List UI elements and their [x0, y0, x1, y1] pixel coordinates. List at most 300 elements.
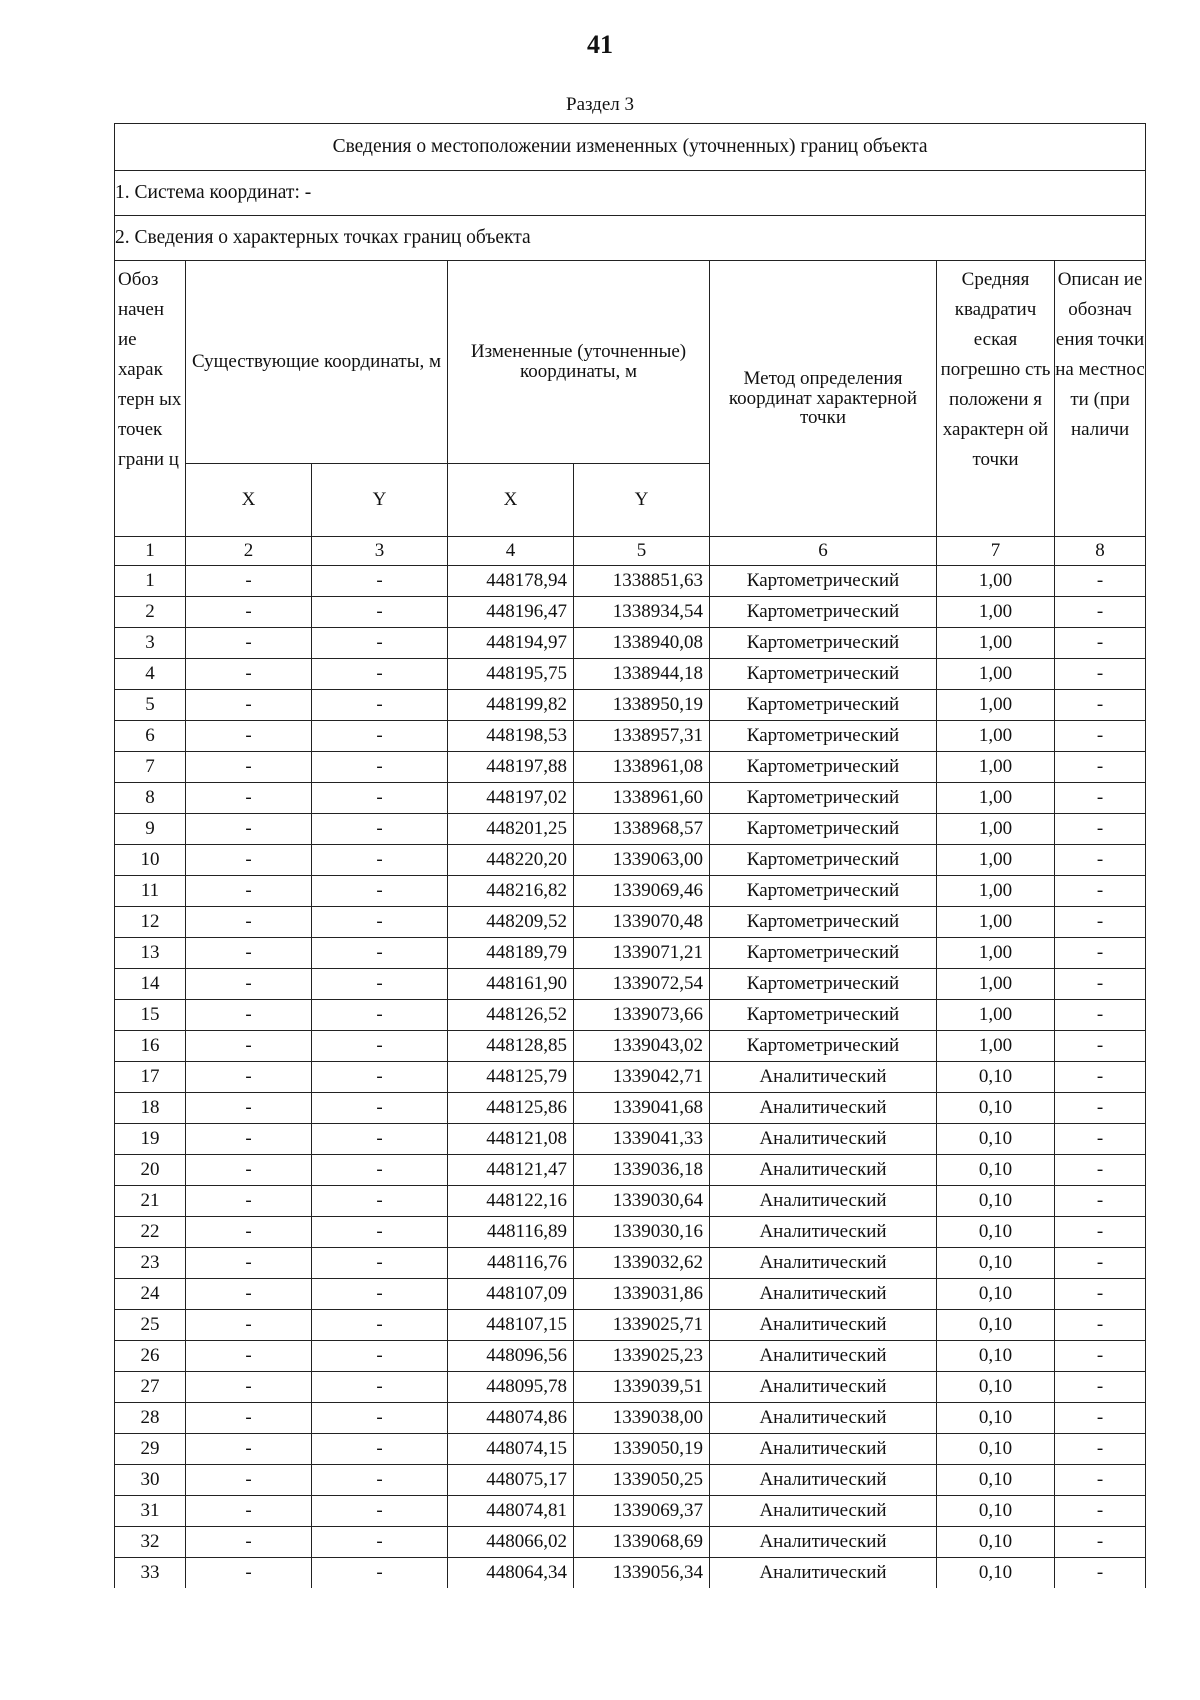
description-cell: - — [1055, 938, 1146, 969]
point-number-cell: 22 — [115, 1217, 186, 1248]
description-cell: - — [1055, 969, 1146, 1000]
changed-y-cell: 1338950,19 — [574, 690, 710, 721]
existing-y-cell: - — [312, 690, 448, 721]
table-row — [115, 1248, 1146, 1279]
existing-x-cell: - — [186, 1558, 312, 1589]
method-cell: Картометрический — [710, 1031, 937, 1062]
existing-y-cell: - — [312, 1124, 448, 1155]
point-number-cell: 18 — [115, 1093, 186, 1124]
rmse-cell: 1,00 — [937, 690, 1055, 721]
method-cell: Аналитический — [710, 1062, 937, 1093]
table-row — [115, 721, 1146, 752]
column-number: 6 — [710, 537, 937, 566]
existing-y-cell: - — [312, 1248, 448, 1279]
existing-y-cell: - — [312, 969, 448, 1000]
existing-x-cell: - — [186, 566, 312, 597]
changed-x-cell: 448096,56 — [448, 1341, 574, 1372]
method-cell: Аналитический — [710, 1124, 937, 1155]
method-cell: Картометрический — [710, 659, 937, 690]
rmse-cell: 1,00 — [937, 628, 1055, 659]
existing-y-cell: - — [312, 814, 448, 845]
changed-x-cell: 448107,15 — [448, 1310, 574, 1341]
method-cell: Картометрический — [710, 721, 937, 752]
description-cell: - — [1055, 845, 1146, 876]
description-cell: - — [1055, 628, 1146, 659]
point-number-cell: 26 — [115, 1341, 186, 1372]
existing-y-cell: - — [312, 1558, 448, 1589]
method-cell: Картометрический — [710, 597, 937, 628]
existing-x-cell: - — [186, 876, 312, 907]
rmse-cell: 0,10 — [937, 1496, 1055, 1527]
existing-y-cell: - — [312, 1527, 448, 1558]
description-cell: - — [1055, 1434, 1146, 1465]
description-cell: - — [1055, 752, 1146, 783]
changed-y-cell: 1339032,62 — [574, 1248, 710, 1279]
changed-x-cell: 448199,82 — [448, 690, 574, 721]
changed-x-cell: 448121,47 — [448, 1155, 574, 1186]
existing-x-cell: - — [186, 1248, 312, 1279]
point-number-cell: 17 — [115, 1062, 186, 1093]
description-cell: - — [1055, 659, 1146, 690]
existing-y-cell: - — [312, 1217, 448, 1248]
existing-x-cell: - — [186, 1155, 312, 1186]
changed-y-cell: 1339041,68 — [574, 1093, 710, 1124]
existing-x-cell: - — [186, 1496, 312, 1527]
point-number-cell: 12 — [115, 907, 186, 938]
changed-x-cell: 448161,90 — [448, 969, 574, 1000]
changed-y-cell: 1338851,63 — [574, 566, 710, 597]
rmse-cell: 0,10 — [937, 1093, 1055, 1124]
table-title: Сведения о местоположении измененных (уточненных) границ объекта — [115, 124, 1146, 171]
rmse-cell: 1,00 — [937, 845, 1055, 876]
changed-x-cell: 448107,09 — [448, 1279, 574, 1310]
description-cell: - — [1055, 1186, 1146, 1217]
rmse-cell: 1,00 — [937, 659, 1055, 690]
column-number: 3 — [312, 537, 448, 566]
table-row — [115, 1062, 1146, 1093]
method-cell: Картометрический — [710, 814, 937, 845]
description-cell: - — [1055, 1558, 1146, 1589]
description-cell: - — [1055, 1310, 1146, 1341]
point-number-cell: 11 — [115, 876, 186, 907]
existing-y-cell: - — [312, 1372, 448, 1403]
description-cell: - — [1055, 1403, 1146, 1434]
table-row — [115, 1217, 1146, 1248]
table-row — [115, 938, 1146, 969]
rmse-cell: 0,10 — [937, 1310, 1055, 1341]
changed-y-cell: 1338957,31 — [574, 721, 710, 752]
point-number-cell: 29 — [115, 1434, 186, 1465]
changed-x-cell: 448195,75 — [448, 659, 574, 690]
changed-y-cell: 1339063,00 — [574, 845, 710, 876]
point-number-cell: 20 — [115, 1155, 186, 1186]
existing-y-cell: - — [312, 783, 448, 814]
method-cell: Картометрический — [710, 566, 937, 597]
rmse-cell: 1,00 — [937, 1031, 1055, 1062]
changed-x-cell: 448189,79 — [448, 938, 574, 969]
description-cell: - — [1055, 1031, 1146, 1062]
description-cell: - — [1055, 1341, 1146, 1372]
header-point-designation: Обоз начен ие харак терн ых точек грани ц — [115, 261, 186, 537]
existing-x-cell: - — [186, 1000, 312, 1031]
description-cell: - — [1055, 1248, 1146, 1279]
changed-x-cell: 448128,85 — [448, 1031, 574, 1062]
table-row — [115, 1186, 1146, 1217]
changed-y-cell: 1339073,66 — [574, 1000, 710, 1031]
changed-y-cell: 1338944,18 — [574, 659, 710, 690]
existing-y-cell: - — [312, 1186, 448, 1217]
column-number: 7 — [937, 537, 1055, 566]
point-number-cell: 30 — [115, 1465, 186, 1496]
method-cell: Аналитический — [710, 1279, 937, 1310]
existing-x-cell: - — [186, 1403, 312, 1434]
changed-y-cell: 1339070,48 — [574, 907, 710, 938]
existing-y-cell: - — [312, 1403, 448, 1434]
changed-x-cell: 448209,52 — [448, 907, 574, 938]
changed-y-cell: 1338961,08 — [574, 752, 710, 783]
table-row — [115, 628, 1146, 659]
existing-x-cell: - — [186, 1465, 312, 1496]
changed-x-cell: 448064,34 — [448, 1558, 574, 1589]
table-row — [115, 1310, 1146, 1341]
column-number: 2 — [186, 537, 312, 566]
method-cell: Картометрический — [710, 752, 937, 783]
rmse-cell: 0,10 — [937, 1465, 1055, 1496]
rmse-cell: 0,10 — [937, 1217, 1055, 1248]
changed-y-cell: 1339041,33 — [574, 1124, 710, 1155]
existing-y-cell: - — [312, 566, 448, 597]
changed-y-cell: 1339025,71 — [574, 1310, 710, 1341]
rmse-cell: 0,10 — [937, 1558, 1055, 1589]
point-number-cell: 6 — [115, 721, 186, 752]
method-cell: Картометрический — [710, 907, 937, 938]
point-number-cell: 9 — [115, 814, 186, 845]
existing-y-cell: - — [312, 845, 448, 876]
table-row — [115, 1465, 1146, 1496]
point-number-cell: 25 — [115, 1310, 186, 1341]
point-number-cell: 13 — [115, 938, 186, 969]
existing-y-cell: - — [312, 1062, 448, 1093]
method-cell: Аналитический — [710, 1403, 937, 1434]
point-number-cell: 32 — [115, 1527, 186, 1558]
existing-x-cell: - — [186, 1434, 312, 1465]
rmse-cell: 1,00 — [937, 752, 1055, 783]
points-heading: 2. Сведения о характерных точках границ объекта — [115, 216, 1146, 261]
changed-x-cell: 448066,02 — [448, 1527, 574, 1558]
existing-y-cell: - — [312, 1155, 448, 1186]
point-number-cell: 23 — [115, 1248, 186, 1279]
point-number-cell: 33 — [115, 1558, 186, 1589]
changed-y-cell: 1338968,57 — [574, 814, 710, 845]
changed-y-cell: 1339031,86 — [574, 1279, 710, 1310]
method-cell: Картометрический — [710, 845, 937, 876]
existing-x-cell: - — [186, 1372, 312, 1403]
description-cell: - — [1055, 1279, 1146, 1310]
existing-y-cell: - — [312, 1341, 448, 1372]
description-cell: - — [1055, 907, 1146, 938]
changed-y-cell: 1339071,21 — [574, 938, 710, 969]
description-cell: - — [1055, 1062, 1146, 1093]
existing-y-cell: - — [312, 1093, 448, 1124]
existing-x-cell: - — [186, 1341, 312, 1372]
rmse-cell: 0,10 — [937, 1248, 1055, 1279]
existing-x-cell: - — [186, 783, 312, 814]
changed-x-cell: 448126,52 — [448, 1000, 574, 1031]
existing-y-cell: - — [312, 752, 448, 783]
method-cell: Аналитический — [710, 1465, 937, 1496]
table-row — [115, 659, 1146, 690]
column-number: 4 — [448, 537, 574, 566]
point-number-cell: 5 — [115, 690, 186, 721]
changed-x-cell: 448197,02 — [448, 783, 574, 814]
table-row — [115, 907, 1146, 938]
description-cell: - — [1055, 783, 1146, 814]
changed-y-cell: 1339069,46 — [574, 876, 710, 907]
changed-x-cell: 448178,94 — [448, 566, 574, 597]
table-row — [115, 1124, 1146, 1155]
table-row — [115, 1279, 1146, 1310]
method-cell: Аналитический — [710, 1310, 937, 1341]
rmse-cell: 1,00 — [937, 876, 1055, 907]
rmse-cell: 0,10 — [937, 1279, 1055, 1310]
changed-x-cell: 448125,86 — [448, 1093, 574, 1124]
changed-x-cell: 448075,17 — [448, 1465, 574, 1496]
method-cell: Аналитический — [710, 1155, 937, 1186]
existing-x-cell: - — [186, 628, 312, 659]
table-row — [115, 876, 1146, 907]
point-number-cell: 31 — [115, 1496, 186, 1527]
existing-y-cell: - — [312, 1434, 448, 1465]
boundary-points-table — [114, 123, 1146, 1588]
table-row — [115, 597, 1146, 628]
description-cell: - — [1055, 1527, 1146, 1558]
changed-x-cell: 448074,81 — [448, 1496, 574, 1527]
changed-x-cell: 448197,88 — [448, 752, 574, 783]
method-cell: Картометрический — [710, 876, 937, 907]
existing-y-cell: - — [312, 721, 448, 752]
header-changed-y: Y — [574, 464, 710, 537]
table-row — [115, 752, 1146, 783]
changed-x-cell: 448116,89 — [448, 1217, 574, 1248]
table-row — [115, 1031, 1146, 1062]
table-row — [115, 1372, 1146, 1403]
existing-x-cell: - — [186, 1217, 312, 1248]
existing-y-cell: - — [312, 1310, 448, 1341]
existing-y-cell: - — [312, 628, 448, 659]
table-row — [115, 1155, 1146, 1186]
changed-x-cell: 448074,15 — [448, 1434, 574, 1465]
description-cell: - — [1055, 566, 1146, 597]
column-number: 1 — [115, 537, 186, 566]
description-cell: - — [1055, 1093, 1146, 1124]
existing-x-cell: - — [186, 1279, 312, 1310]
point-number-cell: 15 — [115, 1000, 186, 1031]
rmse-cell: 1,00 — [937, 907, 1055, 938]
method-cell: Аналитический — [710, 1248, 937, 1279]
rmse-cell: 1,00 — [937, 566, 1055, 597]
point-number-cell: 8 — [115, 783, 186, 814]
method-cell: Аналитический — [710, 1186, 937, 1217]
method-cell: Картометрический — [710, 783, 937, 814]
changed-y-cell: 1339042,71 — [574, 1062, 710, 1093]
method-cell: Аналитический — [710, 1341, 937, 1372]
point-number-cell: 2 — [115, 597, 186, 628]
changed-y-cell: 1339072,54 — [574, 969, 710, 1000]
rmse-cell: 0,10 — [937, 1527, 1055, 1558]
rmse-cell: 0,10 — [937, 1341, 1055, 1372]
description-cell: - — [1055, 1155, 1146, 1186]
description-cell: - — [1055, 876, 1146, 907]
rmse-cell: 0,10 — [937, 1186, 1055, 1217]
existing-x-cell: - — [186, 1062, 312, 1093]
changed-x-cell: 448198,53 — [448, 721, 574, 752]
existing-y-cell: - — [312, 597, 448, 628]
method-cell: Аналитический — [710, 1217, 937, 1248]
description-cell: - — [1055, 597, 1146, 628]
changed-x-cell: 448201,25 — [448, 814, 574, 845]
table-row — [115, 845, 1146, 876]
header-existing-coordinates: Существующие координаты, м — [186, 261, 448, 464]
existing-y-cell: - — [312, 1496, 448, 1527]
point-number-cell: 24 — [115, 1279, 186, 1310]
rmse-cell: 1,00 — [937, 597, 1055, 628]
description-cell: - — [1055, 1465, 1146, 1496]
rmse-cell: 0,10 — [937, 1434, 1055, 1465]
page-number: 41 — [587, 30, 613, 59]
method-cell: Аналитический — [710, 1434, 937, 1465]
point-number-cell: 4 — [115, 659, 186, 690]
point-number-cell: 27 — [115, 1372, 186, 1403]
method-cell: Картометрический — [710, 690, 937, 721]
existing-x-cell: - — [186, 1124, 312, 1155]
existing-y-cell: - — [312, 1279, 448, 1310]
header-description: Описан ие обознач ения точки на местнос ти (при наличи — [1055, 261, 1146, 537]
rmse-cell: 1,00 — [937, 1000, 1055, 1031]
existing-x-cell: - — [186, 814, 312, 845]
existing-x-cell: - — [186, 721, 312, 752]
table-row — [115, 1093, 1146, 1124]
changed-y-cell: 1339025,23 — [574, 1341, 710, 1372]
changed-y-cell: 1339068,69 — [574, 1527, 710, 1558]
changed-x-cell: 448095,78 — [448, 1372, 574, 1403]
existing-x-cell: - — [186, 1093, 312, 1124]
rmse-cell: 0,10 — [937, 1124, 1055, 1155]
description-cell: - — [1055, 721, 1146, 752]
method-cell: Картометрический — [710, 938, 937, 969]
point-number-cell: 10 — [115, 845, 186, 876]
existing-x-cell: - — [186, 938, 312, 969]
existing-x-cell: - — [186, 907, 312, 938]
changed-y-cell: 1339043,02 — [574, 1031, 710, 1062]
existing-x-cell: - — [186, 659, 312, 690]
changed-x-cell: 448216,82 — [448, 876, 574, 907]
description-cell: - — [1055, 1372, 1146, 1403]
existing-x-cell: - — [186, 597, 312, 628]
method-cell: Аналитический — [710, 1527, 937, 1558]
table-row — [115, 1434, 1146, 1465]
rmse-cell: 1,00 — [937, 783, 1055, 814]
existing-y-cell: - — [312, 659, 448, 690]
changed-y-cell: 1338961,60 — [574, 783, 710, 814]
existing-y-cell: - — [312, 1000, 448, 1031]
rmse-cell: 1,00 — [937, 814, 1055, 845]
existing-x-cell: - — [186, 1527, 312, 1558]
existing-x-cell: - — [186, 1186, 312, 1217]
table-row — [115, 783, 1146, 814]
existing-y-cell: - — [312, 1465, 448, 1496]
table-row — [115, 814, 1146, 845]
changed-y-cell: 1339050,19 — [574, 1434, 710, 1465]
method-cell: Аналитический — [710, 1093, 937, 1124]
changed-y-cell: 1339038,00 — [574, 1403, 710, 1434]
changed-y-cell: 1339039,51 — [574, 1372, 710, 1403]
point-number-cell: 28 — [115, 1403, 186, 1434]
changed-y-cell: 1339069,37 — [574, 1496, 710, 1527]
existing-x-cell: - — [186, 845, 312, 876]
point-number-cell: 21 — [115, 1186, 186, 1217]
changed-y-cell: 1339056,34 — [574, 1558, 710, 1589]
column-number-row — [115, 537, 1146, 566]
changed-x-cell: 448220,20 — [448, 845, 574, 876]
point-number-cell: 1 — [115, 566, 186, 597]
changed-x-cell: 448196,47 — [448, 597, 574, 628]
rmse-cell: 1,00 — [937, 969, 1055, 1000]
changed-x-cell: 448074,86 — [448, 1403, 574, 1434]
rmse-cell: 1,00 — [937, 721, 1055, 752]
description-cell: - — [1055, 1124, 1146, 1155]
point-number-cell: 7 — [115, 752, 186, 783]
existing-x-cell: - — [186, 969, 312, 1000]
changed-x-cell: 448121,08 — [448, 1124, 574, 1155]
point-number-cell: 14 — [115, 969, 186, 1000]
table-row — [115, 1527, 1146, 1558]
header-existing-x: X — [186, 464, 312, 537]
coordinate-system: 1. Система координат: - — [115, 171, 1146, 216]
header-existing-y: Y — [312, 464, 448, 537]
existing-y-cell: - — [312, 907, 448, 938]
method-cell: Картометрический — [710, 1000, 937, 1031]
column-number: 5 — [574, 537, 710, 566]
point-number-cell: 3 — [115, 628, 186, 659]
existing-x-cell: - — [186, 690, 312, 721]
table-row — [115, 1341, 1146, 1372]
section-label: Раздел 3 — [566, 94, 634, 115]
existing-x-cell: - — [186, 1031, 312, 1062]
header-changed-x: X — [448, 464, 574, 537]
table-row — [115, 1403, 1146, 1434]
method-cell: Аналитический — [710, 1372, 937, 1403]
description-cell: - — [1055, 1217, 1146, 1248]
changed-y-cell: 1339036,18 — [574, 1155, 710, 1186]
column-number: 8 — [1055, 537, 1146, 566]
point-number-cell: 16 — [115, 1031, 186, 1062]
changed-x-cell: 448194,97 — [448, 628, 574, 659]
rmse-cell: 1,00 — [937, 938, 1055, 969]
rmse-cell: 0,10 — [937, 1403, 1055, 1434]
existing-y-cell: - — [312, 876, 448, 907]
changed-y-cell: 1339030,16 — [574, 1217, 710, 1248]
existing-y-cell: - — [312, 1031, 448, 1062]
table-row — [115, 690, 1146, 721]
rmse-cell: 0,10 — [937, 1062, 1055, 1093]
changed-x-cell: 448122,16 — [448, 1186, 574, 1217]
changed-x-cell: 448125,79 — [448, 1062, 574, 1093]
method-cell: Аналитический — [710, 1558, 937, 1589]
changed-y-cell: 1339050,25 — [574, 1465, 710, 1496]
table-row — [115, 1496, 1146, 1527]
table-row — [115, 969, 1146, 1000]
rmse-cell: 0,10 — [937, 1372, 1055, 1403]
